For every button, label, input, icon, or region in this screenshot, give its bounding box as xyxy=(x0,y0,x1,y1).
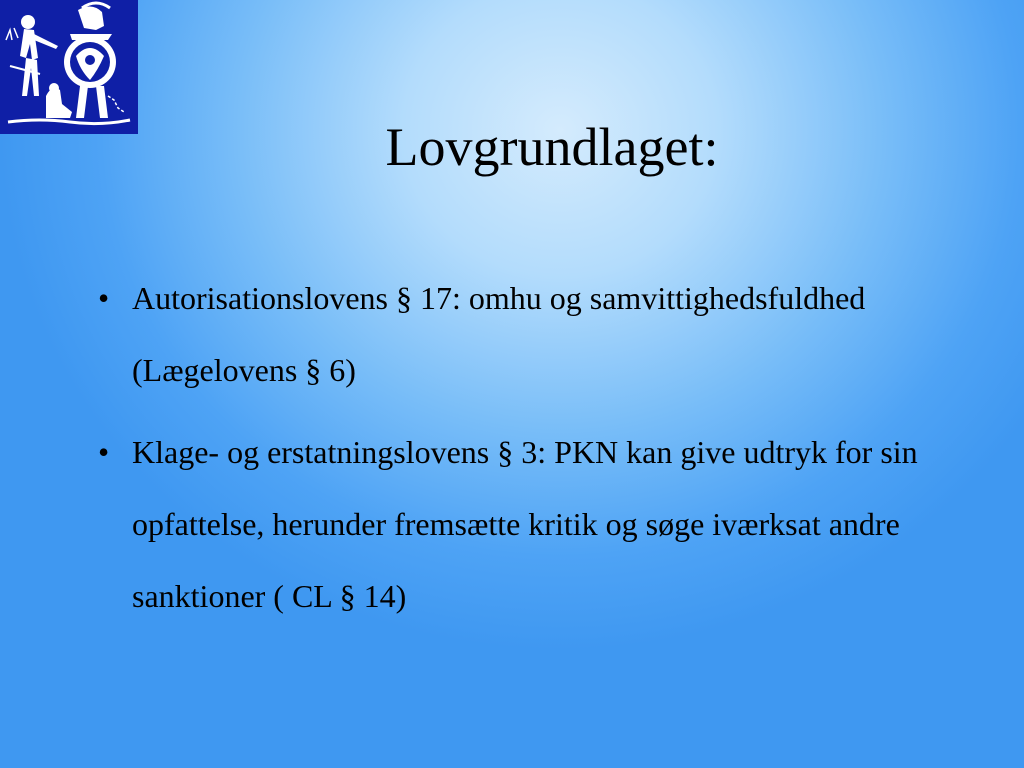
slide-title: Lovgrundlaget: xyxy=(385,117,719,177)
bullet-text: Klage- og erstatningslovens § 3: PKN kan give udtryk for sin opfattelse, herunder fremsætte kritik og søge iværksat andre sanktioner ( CL § 14) xyxy=(132,434,918,614)
bullet-item xyxy=(98,416,1008,632)
bullet-text: Autorisationslovens § 17: omhu og samvittighedsfuldhed (Lægelovens § 6) xyxy=(132,280,866,388)
bullet-marker: • xyxy=(98,434,110,470)
greek-warriors-emblem-icon xyxy=(0,0,138,134)
bullet-marker: • xyxy=(98,280,110,316)
bullet-list xyxy=(98,262,1008,642)
bullet-item xyxy=(98,262,1008,406)
